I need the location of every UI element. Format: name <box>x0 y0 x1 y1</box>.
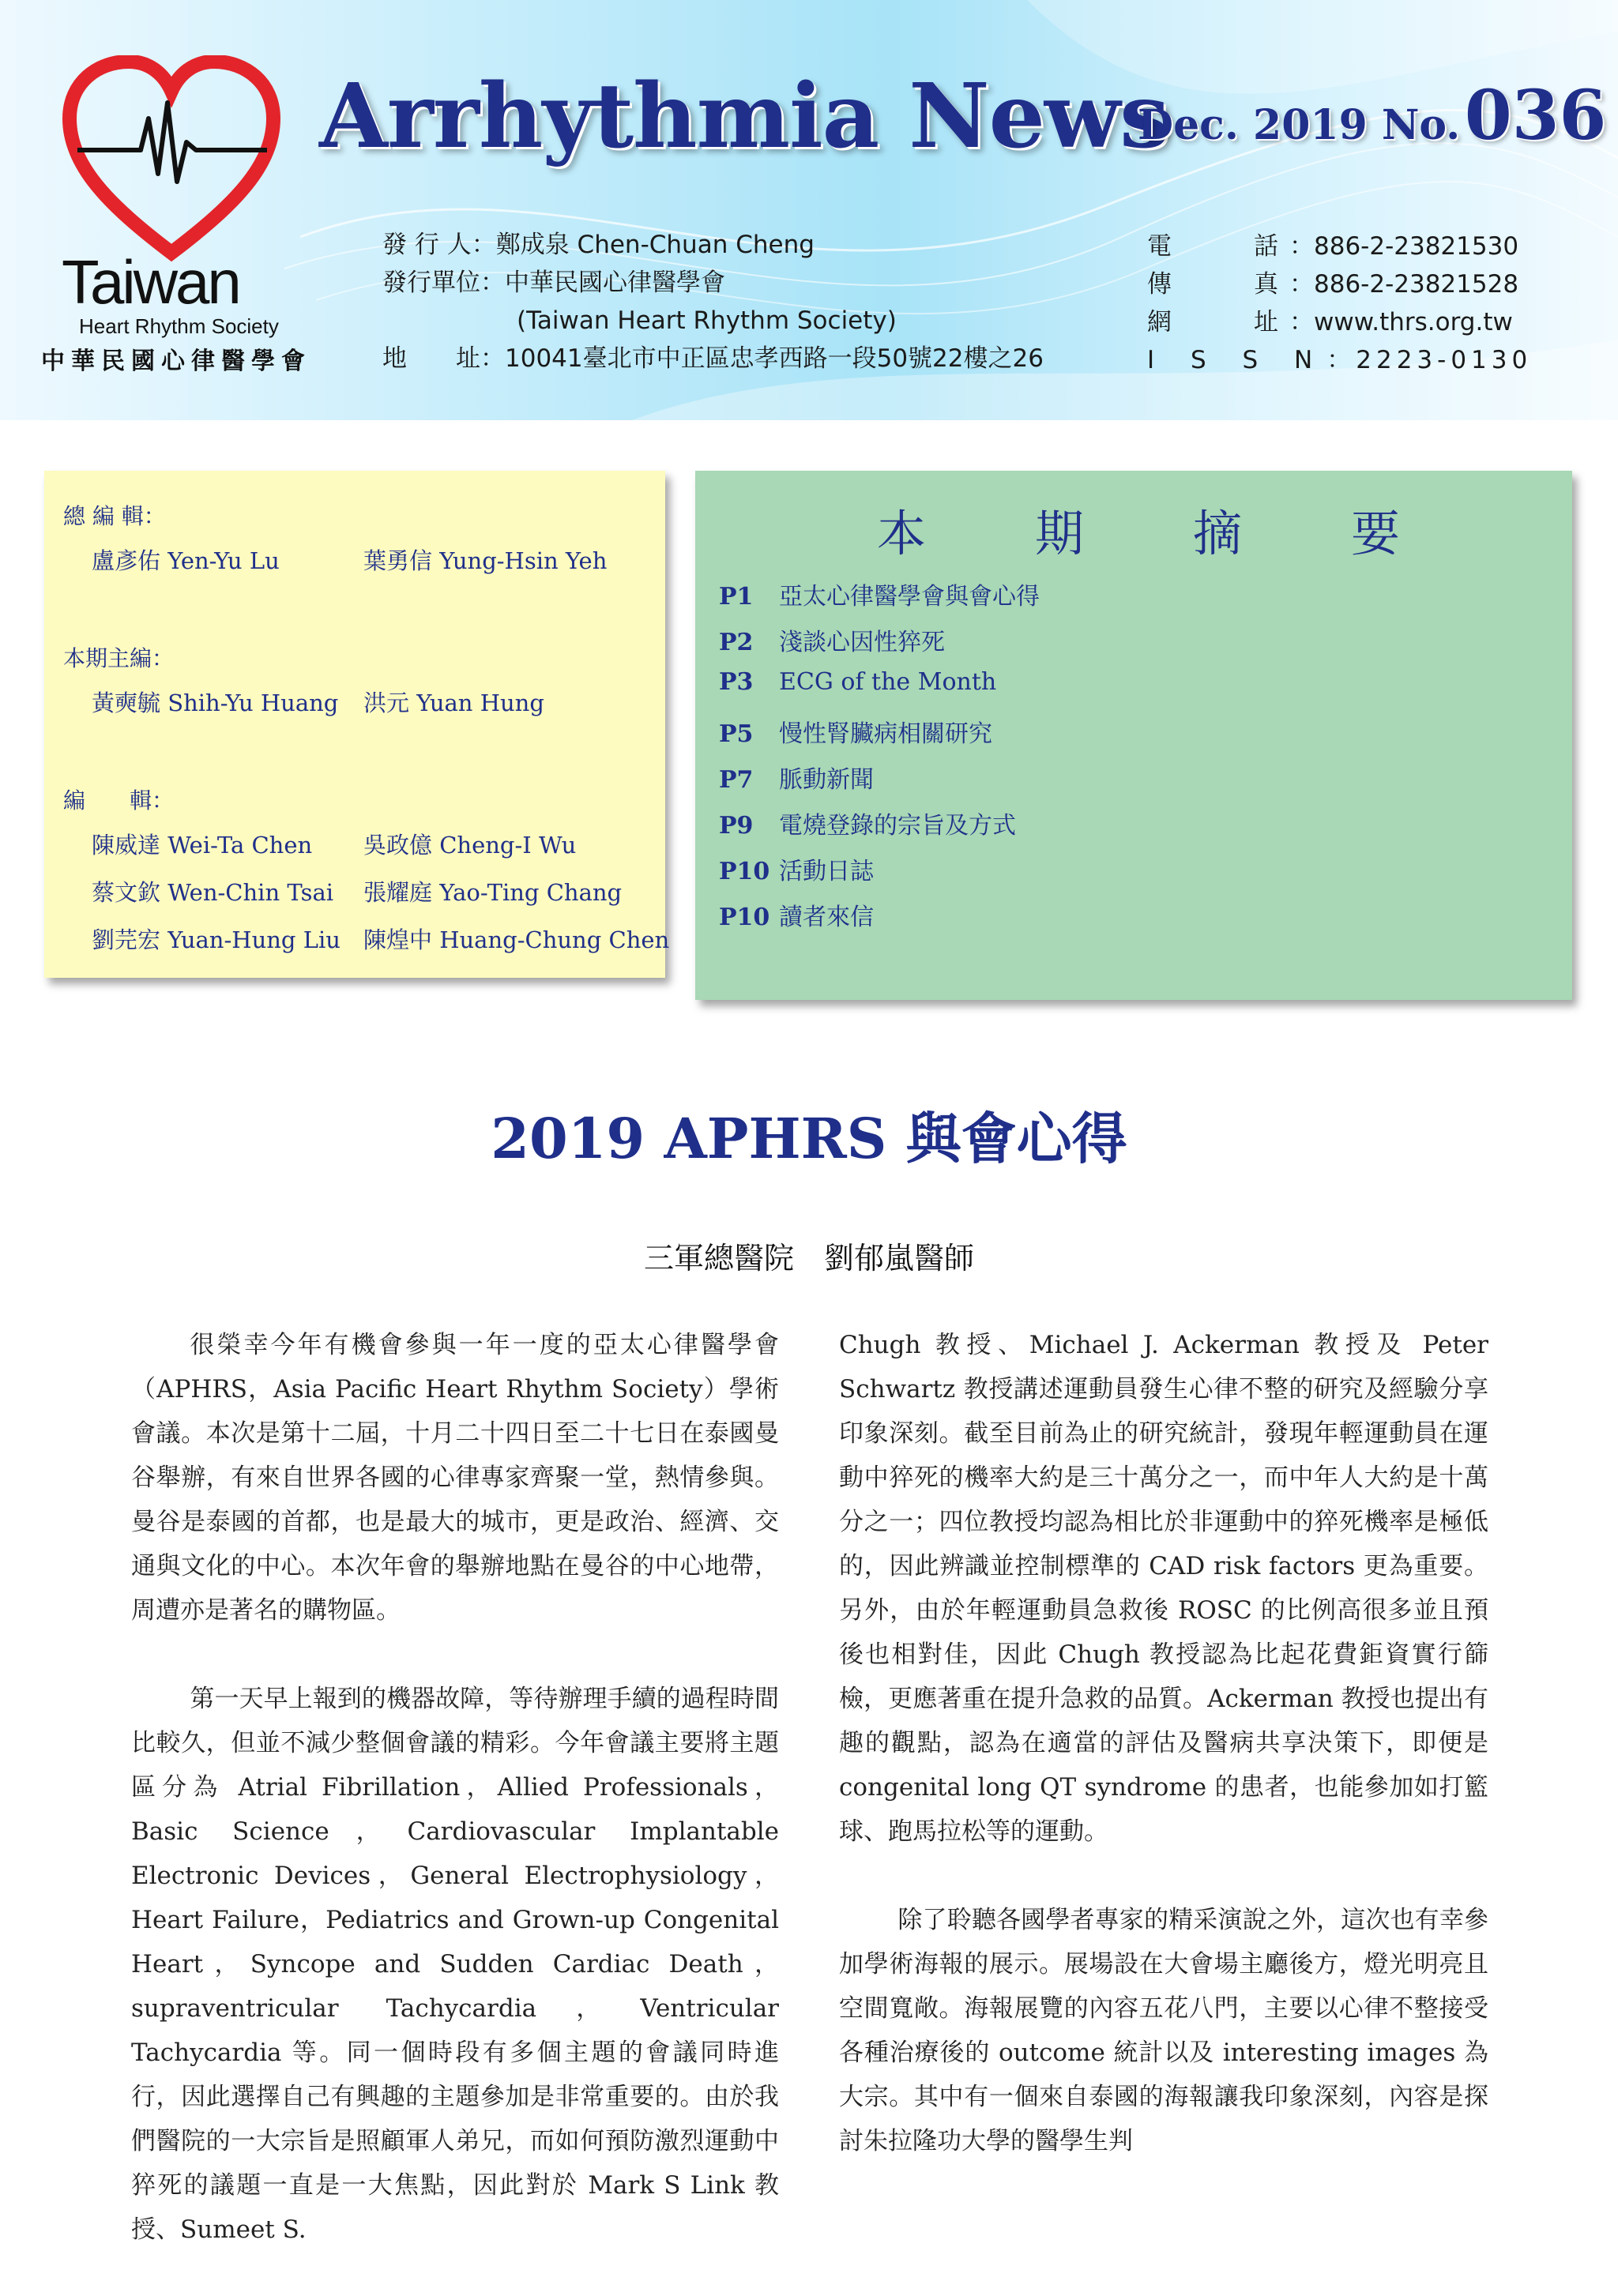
article-paragraph: 第一天早上報到的機器故障，等待辦理手續的過程時間比較久，但並不減少整個會議的精彩。今年會議主要將主題區分為 Atrial Fibrillation，Allied Professionals，Basic Science，Cardiovascular Implantable Electronic Devices，General Electrophysiology，Heart Failure，Pediatrics and Grown-up Congenital Heart，Syncope and Sudden Cardiac Death，supraventricular Tachycardia，Ventricular Tachycardia 等。同一個時段有多個主題的會議同時進行，因此選擇自己有興趣的主題參加是非常重要的。由於我們醫院的一大宗旨是照顧軍人弟兄，而如何預防激烈運動中猝死的議題一直是一大焦點，因此對於 Mark S Link 教授、Sumeet S. <box>131 1685 779 2244</box>
article-paragraph: 除了聆聽各國學者專家的精采演說之外，這次也有幸參加學術海報的展示。展場設在大會場主廳後方，燈光明亮且空間寬敞。海報展覽的內容五花八門，主要以心律不整接受各種治療後的 outcome 統計以及 interesting images 為大宗。其中有一個來自泰國的海報讓我印象深刻，內容是探討朱拉隆功大學的醫學生判 <box>839 1906 1488 2155</box>
issn-row <box>1147 341 1532 379</box>
summary-page: P10 <box>719 858 770 885</box>
phone-value: ：886-2-23821530 <box>1289 232 1519 261</box>
heart-logo-icon <box>62 55 281 262</box>
summary-text: 淺談心因性猝死 <box>779 629 945 656</box>
publishing-org-en: (Taiwan Heart Rhythm Society) <box>517 306 897 335</box>
editor-label: 編 輯： <box>63 787 175 814</box>
summary-item[interactable] <box>719 577 1040 611</box>
summary-text: 脈動新聞 <box>779 766 874 794</box>
article-column-right <box>839 1323 1488 2208</box>
issue-summary-box <box>695 471 1572 1000</box>
summary-text: 亞太心律醫學會與會心得 <box>779 583 1040 611</box>
address: 地 址：10041臺北市中正區忠孝西路一段50號22樓之26 <box>382 344 1044 373</box>
article-title: 2019 APHRS 與會心得 <box>491 1106 1127 1171</box>
summary-page: P10 <box>719 904 770 931</box>
phone-label: 電 話 <box>1147 232 1289 261</box>
issue-number: 036 <box>1464 76 1607 156</box>
publisher: 發 行 人：鄭成泉 Chen-Chuan Cheng <box>382 231 815 259</box>
editor-name: 陳煌中 Huang-Chung Chen <box>363 926 670 953</box>
web-value: ：www.thrs.org.tw <box>1289 308 1513 336</box>
summary-page: P3 <box>719 668 754 696</box>
editor-name: 張耀庭 Yao-Ting Chang <box>363 879 623 906</box>
summary-item[interactable] <box>719 897 874 932</box>
fax-label: 傳 真 <box>1147 270 1289 299</box>
issue-date: Dec. 2019 No. <box>1138 101 1461 149</box>
chief-editor-label: 總 編 輯： <box>63 503 166 529</box>
logo-taiwan-text: Taiwan <box>62 247 239 317</box>
summary-heading: 本期摘要 <box>877 505 1510 562</box>
summary-text: 活動日誌 <box>779 858 874 885</box>
phone-row <box>1147 227 1532 265</box>
article-column-left <box>131 1323 779 2296</box>
summary-page: P9 <box>719 812 754 840</box>
summary-page: P2 <box>719 629 754 656</box>
web-label: 網 址 <box>1147 308 1289 336</box>
logo-society-text: Heart Rhythm Society <box>79 314 279 338</box>
summary-item[interactable] <box>719 668 996 696</box>
issue-editor-label: 本期主編： <box>63 645 175 671</box>
logo-chinese-name: 中華民國心律醫學會 <box>41 348 311 375</box>
summary-text: 電燒登錄的宗旨及方式 <box>779 812 1016 840</box>
summary-text: 讀者來信 <box>779 904 874 931</box>
fax-value: ：886-2-23821528 <box>1289 270 1519 299</box>
summary-item[interactable] <box>719 760 874 795</box>
publisher-info <box>382 226 1044 378</box>
summary-item[interactable] <box>719 622 945 657</box>
summary-item[interactable] <box>719 851 874 886</box>
editors-box <box>44 471 670 978</box>
summary-page: P1 <box>719 583 754 611</box>
summary-page: P5 <box>719 720 754 748</box>
summary-page: P7 <box>719 766 754 794</box>
web-row <box>1147 303 1532 341</box>
issn-label: I S S N <box>1147 346 1327 374</box>
masthead <box>0 0 1618 420</box>
article-author: 三軍總醫院 劉郁嵐醫師 <box>643 1241 974 1276</box>
summary-item[interactable] <box>719 806 1016 840</box>
article-paragraph: Chugh 教授、Michael J. Ackerman 教授及 Peter Schwartz 教授講述運動員發生心律不整的研究及經驗分享印象深刻。截至目前為止的研究統計，發現年輕運動員在運動中猝死的機率大約是三十萬分之一，而中年人大約是十萬分之一；四位教授均認為相比於非運動中的猝死機率是極低的，因此辨識並控制標準的 CAD risk factors 更為重要。另外，由於年輕運動員急救後 ROSC 的比例高很多並且預後也相對佳，因此 Chugh 教授認為比起花費鉅資實行篩檢，更應著重在提升急救的品質。Ackerman 教授也提出有趣的觀點，認為在適當的評估及醫病共享決策下，即便是 congenital long QT syndrome 的患者，也能參加如打籃球、跑馬拉松等的運動。 <box>839 1331 1488 1846</box>
issn-value: ：2223-0130 <box>1326 346 1533 374</box>
publishing-org: 發行單位：中華民國心律醫學會 <box>382 269 725 297</box>
article-paragraph: 很榮幸今年有機會參與一年一度的亞太心律醫學會（APHRS，Asia Pacific Heart Rhythm Society）學術會議。本次是第十二屆，十月二十四日至二十七日在泰國曼谷舉辦，有來自世界各國的心律專家齊聚一堂，熱情參與。曼谷是泰國的首都，也是最大的城市，更是政治、經濟、交通與文化的中心。本次年會的舉辦地點在曼谷的中心地帶，周遭亦是著名的購物區。 <box>131 1331 779 1625</box>
editor-name: 陳威達 Wei-Ta Chen <box>92 832 313 859</box>
summary-text: ECG of the Month <box>779 668 997 696</box>
editor-name: 葉勇信 Yung-Hsin Yeh <box>363 547 608 574</box>
contact-info <box>1147 227 1532 379</box>
fax-row <box>1147 265 1532 303</box>
summary-item[interactable] <box>719 714 992 749</box>
newsletter-title: Arrhythmia News <box>319 65 1169 168</box>
editor-name: 吳政億 Cheng-I Wu <box>363 832 577 859</box>
issue-info <box>1138 76 1606 156</box>
editor-name: 蔡文欽 Wen-Chin Tsai <box>92 879 334 906</box>
editor-name: 黃奭毓 Shih-Yu Huang <box>92 690 339 716</box>
editor-name: 盧彥佑 Yen-Yu Lu <box>92 547 280 574</box>
summary-text: 慢性腎臟病相關研究 <box>779 720 992 748</box>
editor-name: 洪元 Yuan Hung <box>363 690 544 716</box>
editor-name: 劉芫宏 Yuan-Hung Liu <box>92 926 341 953</box>
